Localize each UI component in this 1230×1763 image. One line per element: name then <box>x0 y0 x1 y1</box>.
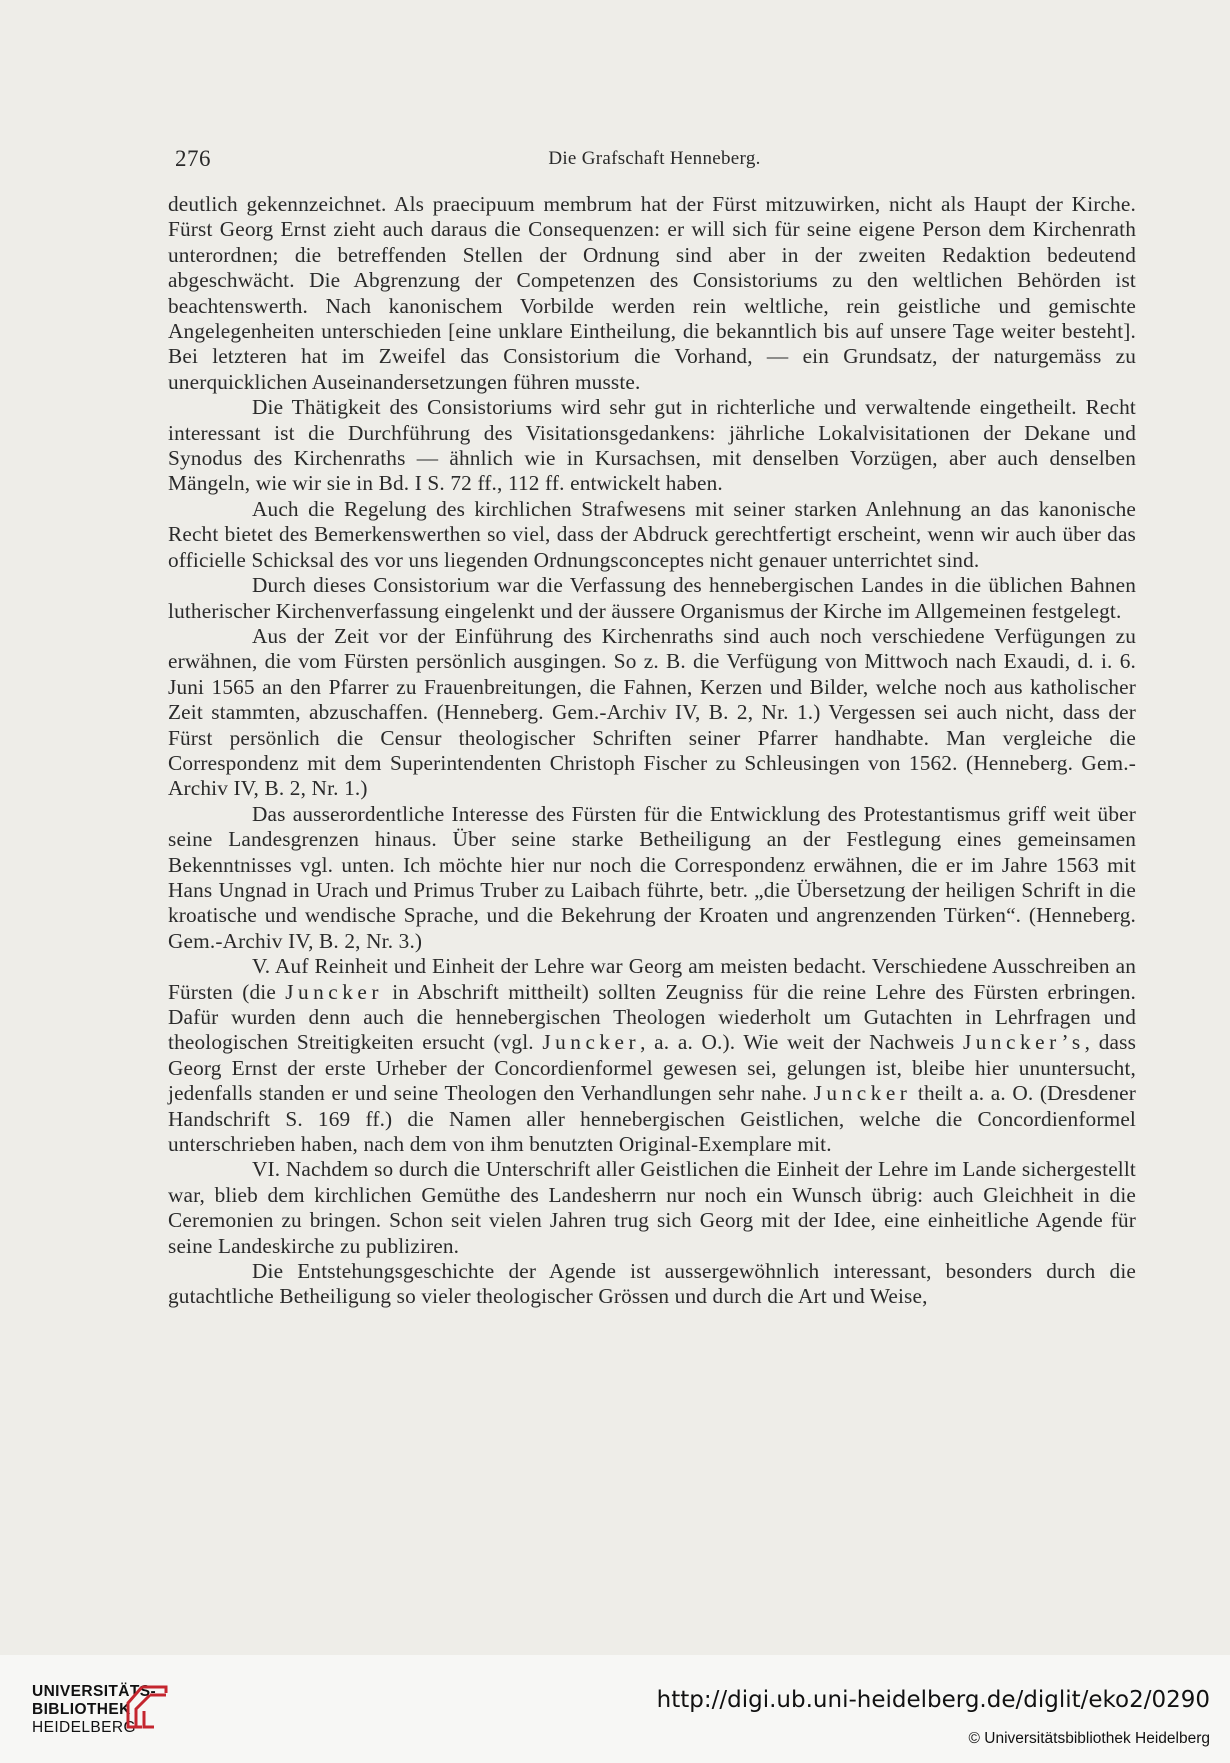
paragraph: Auch die Regelung des kirchlichen Strafwesens mit seiner starken Anlehnung an das kanonische Recht bietet des Bemerkenswerthen so viel, dass der Abdruck gerechtfertigt erscheint, wenn wir auch über das officielle Schicksal des vor uns liegenden Ordnungsconceptes nicht genauer unterrichtet sind. <box>168 496 1136 572</box>
text-run: theilt a. a. O. (Dresdener Handschrift S. 169 ff.) die Namen aller hennebergischen Geistlichen, welche die Concordienformel unterschrieben haben, nach dem von ihm benutzten Original-Exemplare mit. <box>168 1081 1137 1157</box>
paragraph <box>168 954 1136 1157</box>
spaced-name: Juncker’s <box>962 1030 1085 1055</box>
permalink-url[interactable]: http://digi.ub.uni-heidelberg.de/diglit/eko2/0290 <box>656 1687 1210 1713</box>
spaced-name: Juncker <box>542 1030 641 1055</box>
spaced-name: Juncker <box>813 1081 912 1106</box>
library-footer <box>0 1655 1230 1763</box>
body-text <box>168 192 1136 1310</box>
spaced-name: Juncker <box>285 979 383 1004</box>
paragraph: Aus der Zeit vor der Einführung des Kirchenraths sind auch noch verschiedene Verfügungen zu erwähnen, die vom Fürsten persönlich ausgingen. So z. B. die Verfügung von Mittwoch nach Exaudi, d. i. 6. Juni 1565 an den Pfarrer zu Frauenbreitungen, die Fahnen, Kerzen und Bilder, welche noch aus katholischer Zeit stammten, abzuschaffen. (Henneberg. Gem.-Archiv IV, B. 2, Nr. 1.) Vergessen sei auch nicht, dass der Fürst persönlich die Censur theologischer Schriften seiner Pfarrer handhabte. Man vergleiche die Correspondenz mit dem Superintendenten Christoph Fischer zu Schleusingen von 1562. (Henneberg. Gem.-Archiv IV, B. 2, Nr. 1.) <box>168 623 1136 801</box>
logo-line: HEIDELBERG <box>32 1719 136 1736</box>
paragraph: Durch dieses Consistorium war die Verfassung des hennebergischen Landes in die üblichen Bahnen lutherischer Kirchenverfassung eingelenkt und der äussere Organismus der Kirche im Allgemeinen festgelegt. <box>168 573 1136 623</box>
library-emblem-icon <box>124 1681 172 1731</box>
paragraph: VI. Nachdem so durch die Unterschrift aller Geistlichen die Einheit der Lehre im Lande sichergestellt war, blieb dem kirchlichen Gemüthe des Landesherrn nur noch ein Wunsch übrig: auch Gleichheit in die Ceremonien zu bringen. Schon seit vielen Jahren trug sich Georg mit der Idee, eine einheitliche Agende für seine Landeskirche zu publiziren. <box>168 1157 1136 1258</box>
running-title: Die Grafschaft Henneberg. <box>548 148 761 169</box>
text-run: in Abschrift mittheilt) sollten Zeugniss für die reine Lehre des Fürsten erbringen. Dafür wurden denn auch die hennebergischen Theologen wiederholt um Gutachten in Lehrfragen und theologischen Streitigkeiten ersucht (vgl. <box>168 979 1136 1055</box>
logo-line: UNIVERSITÄTS- <box>32 1683 157 1700</box>
copyright-notice: © Universitätsbibliothek Heidelberg <box>968 1730 1210 1747</box>
text-run: , a. a. O.). Wie weit der Nachweis <box>640 1030 963 1055</box>
text-run: V. Auf Reinheit und Einheit der Lehre war Georg am meisten bedacht. Verschiedene Ausschreiben an Fürsten (die <box>168 954 1136 1004</box>
page-header <box>175 146 1134 176</box>
paragraph: Die Thätigkeit des Consistoriums wird sehr gut in richterliche und verwaltende eingetheilt. Recht interessant ist die Durchführung des Visitationsgedankens: jährliche Lokalvisitationen der Dekane und Synodus des Kirchenraths — ähnlich wie in Kursachsen, mit denselben Vorzügen, aber auch denselben Mängeln, wie wir sie in Bd. I S. 72 ff., 112 ff. entwickelt haben. <box>168 395 1136 496</box>
paragraph: deutlich gekennzeichnet. Als praecipuum membrum hat der Fürst mitzuwirken, nicht als Haupt der Kirche. Fürst Georg Ernst zieht auch daraus die Consequenzen: er will sich für seine eigene Person dem Kirchenrath unterordnen; die betreffenden Stellen der Ordnung sind aber in der zweiten Redaktion bedeutend abgeschwächt. Die Abgrenzung der Competenzen des Consistoriums zu den weltlichen Behörden ist beachtenswerth. Nach kanonischem Vorbilde werden rein weltliche, rein geistliche und gemischte Angelegenheiten unterschieden [eine unklare Eintheilung, die bekanntlich bis auf unsere Tage weiter besteht]. Bei letzteren hat im Zweifel das Consistorium die Vorhand, — ein Grundsatz, der naturgemäss zu unerquicklichen Auseinandersetzungen führen musste. <box>168 192 1136 394</box>
page-number: 276 <box>175 146 211 171</box>
paragraph: Das ausserordentliche Interesse des Fürsten für die Entwicklung des Protestantismus griff weit über seine Landesgrenzen hinaus. Über seine starke Betheiligung an der Festlegung eines gemeinsamen Bekenntnisses vgl. unten. Ich möchte hier nur noch die Correspondenz erwähnen, die er im Jahre 1563 mit Hans Ungnad in Urach und Primus Truber zu Laibach führte, betr. „die Übersetzung der heiligen Schrift in die kroatische und wendische Sprache, und die Bekehrung der Kroaten und angrenzenden Türken“. (Henneberg. Gem.-Archiv IV, B. 2, Nr. 3.) <box>168 801 1136 953</box>
paragraph: Die Entstehungsgeschichte der Agende ist aussergewöhnlich interessant, besonders durch die gutachtliche Betheiligung so vieler theologischer Grössen und durch die Art und Weise, <box>168 1259 1136 1309</box>
logo-line: BIBLIOTHEK <box>32 1701 131 1718</box>
text-run: , dass Georg Ernst der erste Urheber der Concordienformel gewesen sei, gelungen ist, bleibe hier ununtersucht, jedenfalls standen er und seine Theologen den Verhandlungen sehr nahe. <box>168 1030 1137 1106</box>
